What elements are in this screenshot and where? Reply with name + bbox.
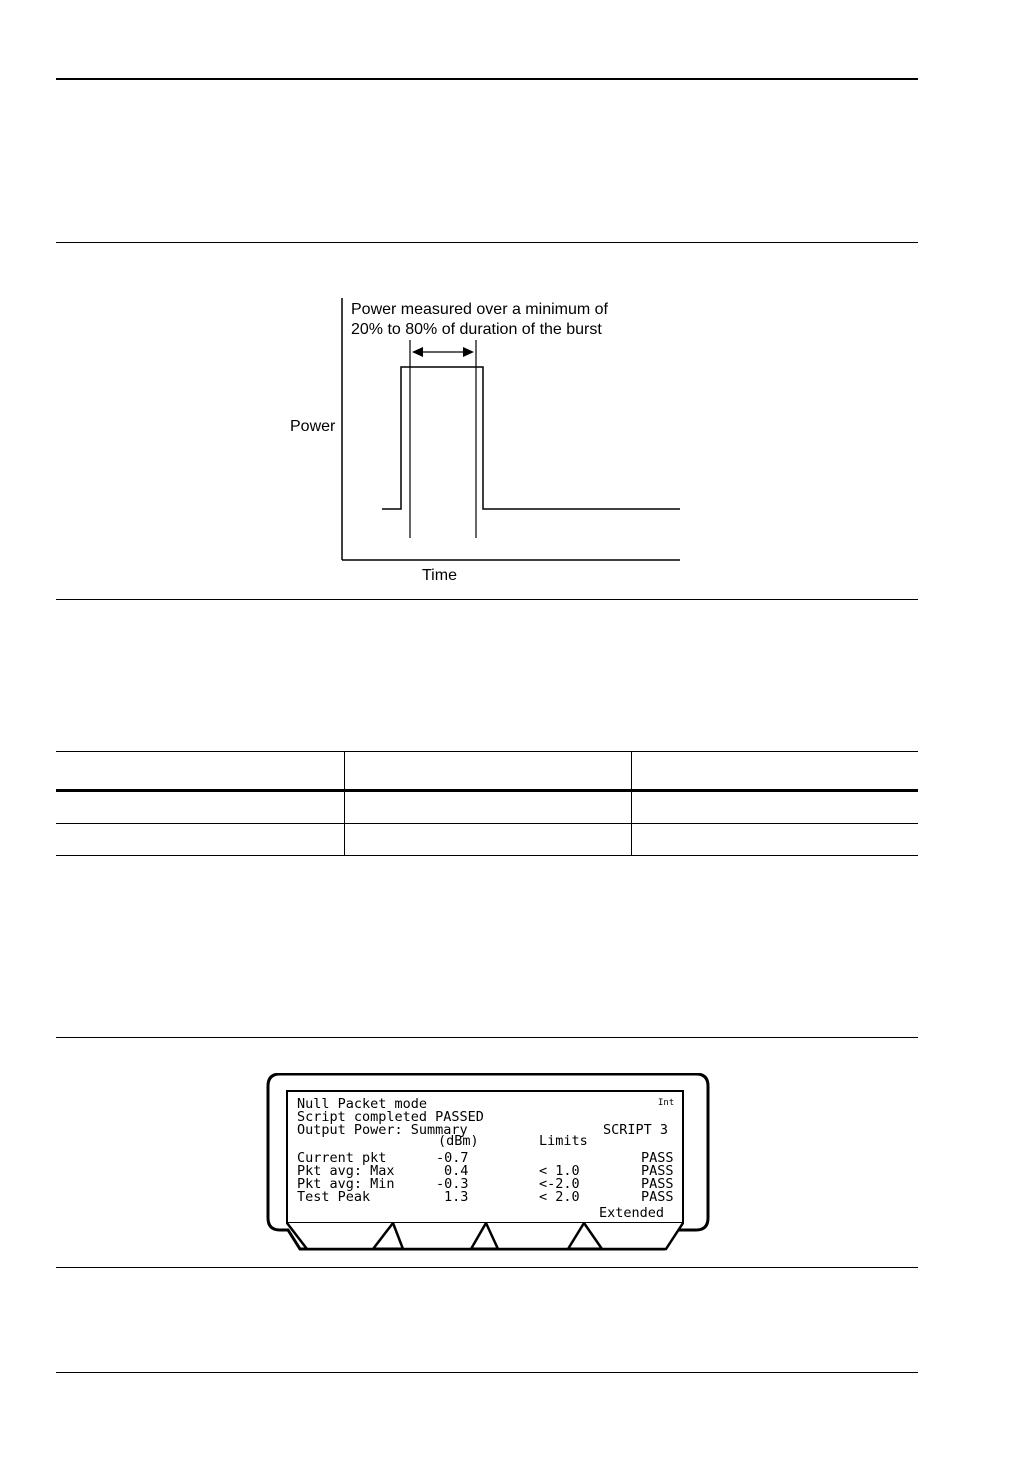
header-rule — [56, 78, 918, 80]
instrument-lcd-screen — [266, 1073, 710, 1251]
row-result: PASS — [641, 1150, 674, 1166]
row-limit: < 1.0 — [539, 1163, 580, 1179]
row-value: -0.7 — [436, 1150, 469, 1166]
figure-top-rule — [56, 242, 918, 243]
row-result: PASS — [641, 1163, 674, 1179]
row-value: -0.3 — [436, 1176, 469, 1192]
row-label: Pkt avg: Max — [297, 1163, 395, 1179]
row-value: 0.4 — [444, 1163, 469, 1179]
limits-header: Limits — [539, 1133, 588, 1149]
row-result: PASS — [641, 1176, 674, 1192]
burst-power-diagram — [286, 286, 686, 586]
row-label: Current pkt — [297, 1150, 387, 1166]
screen-bottom-rule — [56, 1267, 918, 1268]
table-row-divider — [56, 823, 918, 824]
table-column-divider — [344, 751, 345, 856]
script-label: SCRIPT 3 — [603, 1122, 669, 1138]
mode-line: Null Packet mode — [297, 1096, 428, 1112]
footer-rule — [56, 1372, 918, 1373]
softkey-1 — [287, 1223, 393, 1249]
table-bottom-border — [56, 855, 918, 856]
y-axis-label: Power — [290, 418, 336, 435]
summary-line: Output Power: Summary — [297, 1122, 468, 1138]
row-result: PASS — [641, 1189, 674, 1205]
annotation-line-1: Power measured over a minimum of — [351, 301, 608, 318]
row-label: Test Peak — [297, 1189, 371, 1205]
status-line: Script completed PASSED — [297, 1109, 484, 1125]
row-label: Pkt avg: Min — [297, 1176, 395, 1192]
units-label: (dBm) — [438, 1133, 479, 1149]
parameter-table — [56, 751, 918, 856]
row-limit: < 2.0 — [539, 1189, 580, 1205]
x-axis-label: Time — [422, 567, 457, 584]
screen-top-rule — [56, 1037, 918, 1038]
softkey-4 — [584, 1223, 683, 1249]
table-header-divider — [56, 789, 918, 792]
softkey-2 — [393, 1223, 486, 1249]
row-value: 1.3 — [444, 1189, 469, 1205]
table-column-divider — [631, 751, 632, 856]
annotation-line-2: 20% to 80% of duration of the burst — [351, 321, 602, 338]
table-top-border — [56, 751, 918, 752]
figure-bottom-rule — [56, 599, 918, 600]
extended-softkey-label[interactable]: Extended — [599, 1205, 665, 1221]
row-limit: <-2.0 — [539, 1176, 580, 1192]
int-indicator: Int — [658, 1098, 675, 1108]
softkey-3 — [486, 1223, 584, 1249]
